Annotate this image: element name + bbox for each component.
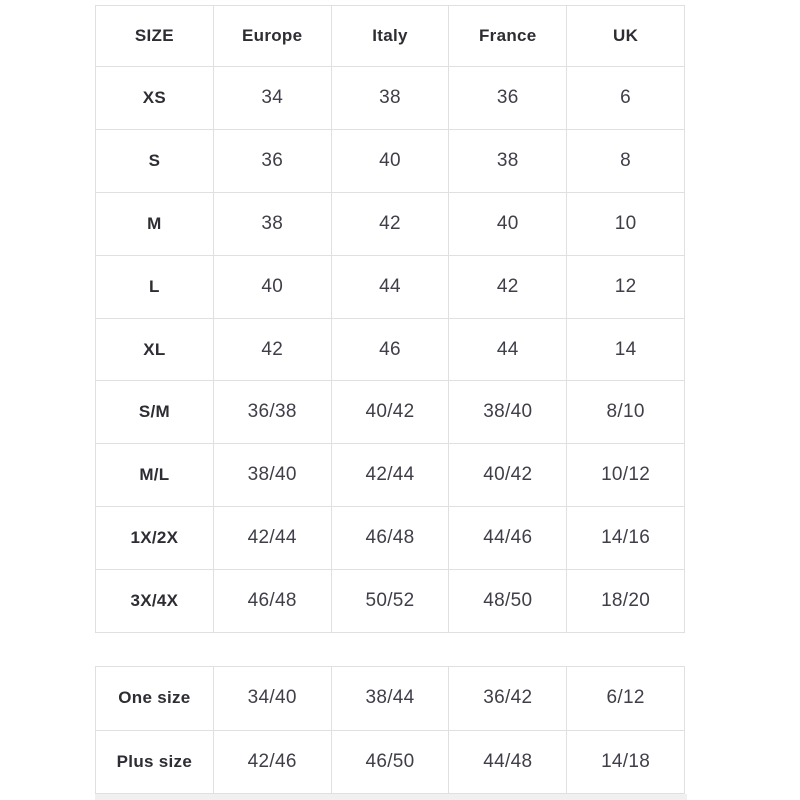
- size-value-cell: 44/48: [449, 730, 567, 794]
- table-row: [96, 255, 685, 318]
- size-value-cell: 8: [567, 129, 685, 192]
- header-europe: Europe: [213, 6, 331, 67]
- size-table-body: [96, 67, 685, 633]
- table-row: [96, 129, 685, 192]
- size-value-cell: 14/16: [567, 507, 685, 570]
- size-value-cell: 40/42: [449, 444, 567, 507]
- size-value-cell: 42/44: [331, 444, 449, 507]
- row-label: XL: [96, 318, 214, 381]
- table-row: [96, 570, 685, 633]
- size-value-cell: 46: [331, 318, 449, 381]
- size-value-cell: 38/44: [331, 667, 449, 731]
- size-table-header: [96, 6, 685, 67]
- bottom-divider-strip: [95, 794, 687, 800]
- header-uk: UK: [567, 6, 685, 67]
- row-label: S: [96, 129, 214, 192]
- size-value-cell: 36/38: [213, 381, 331, 444]
- size-value-cell: 44/46: [449, 507, 567, 570]
- size-conversion-table: [95, 5, 685, 633]
- row-label: L: [96, 255, 214, 318]
- size-value-cell: 6/12: [567, 667, 685, 731]
- size-value-cell: 44: [449, 318, 567, 381]
- size-value-cell: 46/48: [213, 570, 331, 633]
- size-value-cell: 38: [213, 192, 331, 255]
- size-value-cell: 36: [213, 129, 331, 192]
- size-value-cell: 42: [213, 318, 331, 381]
- size-value-cell: 42: [331, 192, 449, 255]
- size-value-cell: 34: [213, 67, 331, 130]
- size-value-cell: 40/42: [331, 381, 449, 444]
- table-row: [96, 730, 685, 794]
- size-value-cell: 34/40: [213, 667, 331, 731]
- header-row: [96, 6, 685, 67]
- size-value-cell: 10: [567, 192, 685, 255]
- row-label: S/M: [96, 381, 214, 444]
- size-value-cell: 36/42: [449, 667, 567, 731]
- row-label: M: [96, 192, 214, 255]
- size-value-cell: 40: [213, 255, 331, 318]
- size-value-cell: 40: [449, 192, 567, 255]
- row-label: 3X/4X: [96, 570, 214, 633]
- size-value-cell: 8/10: [567, 381, 685, 444]
- row-label: One size: [96, 667, 214, 731]
- table-row: [96, 318, 685, 381]
- table-row: [96, 507, 685, 570]
- size-value-cell: 6: [567, 67, 685, 130]
- size-value-cell: 10/12: [567, 444, 685, 507]
- size-value-cell: 14: [567, 318, 685, 381]
- size-value-cell: 38: [449, 129, 567, 192]
- table-row: [96, 381, 685, 444]
- size-value-cell: 42: [449, 255, 567, 318]
- size-value-cell: 46/48: [331, 507, 449, 570]
- table-row: [96, 444, 685, 507]
- size-value-cell: 48/50: [449, 570, 567, 633]
- row-label: XS: [96, 67, 214, 130]
- size-value-cell: 42/44: [213, 507, 331, 570]
- header-italy: Italy: [331, 6, 449, 67]
- size-value-cell: 42/46: [213, 730, 331, 794]
- table-row: [96, 667, 685, 731]
- size-value-cell: 50/52: [331, 570, 449, 633]
- table-row: [96, 192, 685, 255]
- row-label: 1X/2X: [96, 507, 214, 570]
- size-value-cell: 18/20: [567, 570, 685, 633]
- size-value-cell: 14/18: [567, 730, 685, 794]
- header-france: France: [449, 6, 567, 67]
- size-value-cell: 38/40: [449, 381, 567, 444]
- row-label: M/L: [96, 444, 214, 507]
- size-value-cell: 38/40: [213, 444, 331, 507]
- size-value-cell: 12: [567, 255, 685, 318]
- size-value-cell: 44: [331, 255, 449, 318]
- table-row: [96, 67, 685, 130]
- size-value-cell: 46/50: [331, 730, 449, 794]
- one-size-table-body: [96, 667, 685, 794]
- one-size-plus-size-table: [95, 666, 685, 794]
- row-label: Plus size: [96, 730, 214, 794]
- header-size: SIZE: [96, 6, 214, 67]
- size-value-cell: 36: [449, 67, 567, 130]
- size-value-cell: 38: [331, 67, 449, 130]
- size-value-cell: 40: [331, 129, 449, 192]
